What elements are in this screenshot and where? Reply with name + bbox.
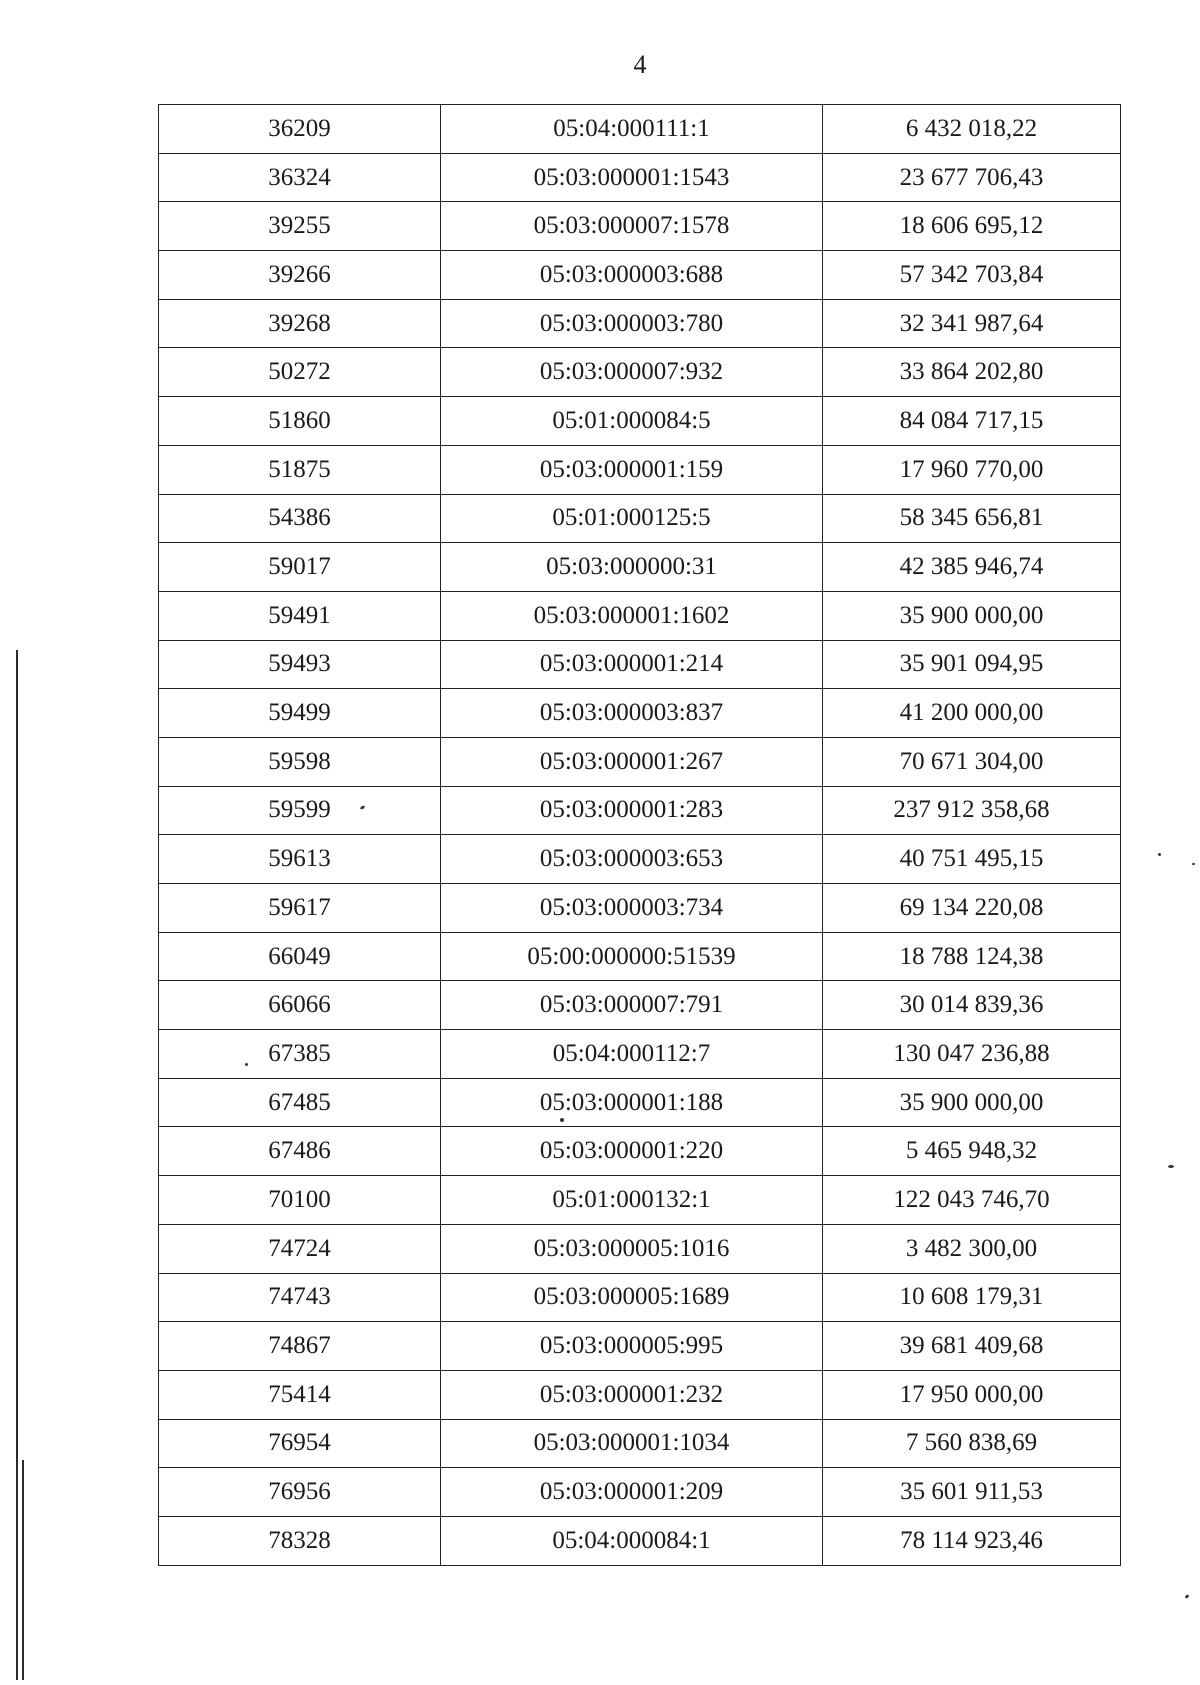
record-number-cell: 74724 [159, 1224, 441, 1273]
cadastral-value-cell: 41 200 000,00 [823, 689, 1121, 738]
record-number-cell: 78328 [159, 1516, 441, 1565]
table-body [159, 105, 1121, 1566]
table-row [159, 299, 1121, 348]
table-row [159, 494, 1121, 543]
table-row [159, 640, 1121, 689]
table-row [159, 884, 1121, 933]
cadastral-number-cell: 05:03:000005:1689 [441, 1273, 823, 1322]
cadastral-value-cell: 18 788 124,38 [823, 932, 1121, 981]
record-number-cell: 59598 [159, 737, 441, 786]
record-number-cell: 59491 [159, 591, 441, 640]
cadastral-number-cell: 05:03:000001:220 [441, 1127, 823, 1176]
cadastral-number-cell: 05:01:000084:5 [441, 397, 823, 446]
table-row [159, 1176, 1121, 1225]
register-table [158, 104, 1121, 1566]
cadastral-value-cell: 17 950 000,00 [823, 1370, 1121, 1419]
cadastral-number-cell: 05:03:000003:734 [441, 884, 823, 933]
table-row [159, 1322, 1121, 1371]
cadastral-value-cell: 35 900 000,00 [823, 591, 1121, 640]
record-number-cell: 39268 [159, 299, 441, 348]
record-number-cell: 59017 [159, 543, 441, 592]
table-row [159, 1419, 1121, 1468]
record-number-cell: 39266 [159, 251, 441, 300]
cadastral-value-cell: 35 901 094,95 [823, 640, 1121, 689]
table-row [159, 348, 1121, 397]
table-row [159, 153, 1121, 202]
cadastral-value-cell: 10 608 179,31 [823, 1273, 1121, 1322]
table-row [159, 445, 1121, 494]
table-row [159, 1273, 1121, 1322]
binding-edge-line [16, 650, 18, 1680]
cadastral-number-cell: 05:03:000007:791 [441, 981, 823, 1030]
record-number-cell: 36324 [159, 153, 441, 202]
cadastral-number-cell: 05:04:000112:7 [441, 1030, 823, 1079]
cadastral-number-cell: 05:01:000132:1 [441, 1176, 823, 1225]
cadastral-number-cell: 05:03:000001:214 [441, 640, 823, 689]
record-number-cell: 67385 [159, 1030, 441, 1079]
table-row [159, 202, 1121, 251]
scan-speck [1168, 1165, 1174, 1168]
scan-speck [1158, 853, 1161, 856]
table-row [159, 251, 1121, 300]
cadastral-value-cell: 39 681 409,68 [823, 1322, 1121, 1371]
scan-speck [560, 1118, 564, 1122]
cadastral-number-cell: 05:01:000125:5 [441, 494, 823, 543]
record-number-cell: 74867 [159, 1322, 441, 1371]
record-number-cell: 67486 [159, 1127, 441, 1176]
table-row [159, 981, 1121, 1030]
table-row [159, 1127, 1121, 1176]
cadastral-number-cell: 05:04:000084:1 [441, 1516, 823, 1565]
table-row [159, 543, 1121, 592]
table-row [159, 105, 1121, 154]
table-row [159, 1224, 1121, 1273]
cadastral-value-cell: 237 912 358,68 [823, 786, 1121, 835]
record-number-cell: 74743 [159, 1273, 441, 1322]
cadastral-value-cell: 6 432 018,22 [823, 105, 1121, 154]
cadastral-value-cell: 78 114 923,46 [823, 1516, 1121, 1565]
cadastral-number-cell: 05:03:000003:653 [441, 835, 823, 884]
cadastral-value-cell: 70 671 304,00 [823, 737, 1121, 786]
table-row [159, 1030, 1121, 1079]
cadastral-number-cell: 05:03:000007:1578 [441, 202, 823, 251]
table-row [159, 1468, 1121, 1517]
table-row [159, 737, 1121, 786]
cadastral-value-cell: 7 560 838,69 [823, 1419, 1121, 1468]
cadastral-value-cell: 84 084 717,15 [823, 397, 1121, 446]
record-number-cell: 75414 [159, 1370, 441, 1419]
record-number-cell: 51860 [159, 397, 441, 446]
cadastral-value-cell: 18 606 695,12 [823, 202, 1121, 251]
record-number-cell: 59613 [159, 835, 441, 884]
record-number-cell: 36209 [159, 105, 441, 154]
cadastral-number-cell: 05:03:000001:159 [441, 445, 823, 494]
table-row [159, 835, 1121, 884]
table-row [159, 932, 1121, 981]
cadastral-number-cell: 05:00:000000:51539 [441, 932, 823, 981]
cadastral-number-cell: 05:03:000003:780 [441, 299, 823, 348]
scan-speck [245, 1063, 248, 1066]
record-number-cell: 67485 [159, 1078, 441, 1127]
cadastral-value-cell: 32 341 987,64 [823, 299, 1121, 348]
table-row [159, 1516, 1121, 1565]
cadastral-number-cell: 05:03:000001:1543 [441, 153, 823, 202]
scan-speck [1185, 1594, 1190, 1599]
cadastral-number-cell: 05:03:000003:688 [441, 251, 823, 300]
record-number-cell: 76954 [159, 1419, 441, 1468]
page-number: 4 [633, 50, 647, 79]
cadastral-number-cell: 05:03:000007:932 [441, 348, 823, 397]
binding-edge-line [22, 1460, 24, 1680]
record-number-cell: 59617 [159, 884, 441, 933]
record-number-cell: 59499 [159, 689, 441, 738]
cadastral-value-cell: 23 677 706,43 [823, 153, 1121, 202]
cadastral-number-cell: 05:03:000001:209 [441, 1468, 823, 1517]
cadastral-value-cell: 3 482 300,00 [823, 1224, 1121, 1273]
cadastral-value-cell: 69 134 220,08 [823, 884, 1121, 933]
cadastral-number-cell: 05:03:000003:837 [441, 689, 823, 738]
cadastral-number-cell: 05:03:000001:1602 [441, 591, 823, 640]
record-number-cell: 59493 [159, 640, 441, 689]
cadastral-number-cell: 05:03:000000:31 [441, 543, 823, 592]
record-number-cell: 66049 [159, 932, 441, 981]
record-number-cell: 76956 [159, 1468, 441, 1517]
cadastral-value-cell: 33 864 202,80 [823, 348, 1121, 397]
record-number-cell: 59599 [159, 786, 441, 835]
cadastral-value-cell: 17 960 770,00 [823, 445, 1121, 494]
cadastral-value-cell: 35 601 911,53 [823, 1468, 1121, 1517]
cadastral-number-cell: 05:03:000005:1016 [441, 1224, 823, 1273]
table-row [159, 1078, 1121, 1127]
cadastral-number-cell: 05:03:000001:267 [441, 737, 823, 786]
cadastral-number-cell: 05:03:000005:995 [441, 1322, 823, 1371]
cadastral-number-cell: 05:03:000001:188 [441, 1078, 823, 1127]
cadastral-number-cell: 05:03:000001:232 [441, 1370, 823, 1419]
record-number-cell: 50272 [159, 348, 441, 397]
cadastral-value-cell: 57 342 703,84 [823, 251, 1121, 300]
cadastral-value-cell: 58 345 656,81 [823, 494, 1121, 543]
table-row [159, 591, 1121, 640]
table-row [159, 689, 1121, 738]
cadastral-number-cell: 05:03:000001:1034 [441, 1419, 823, 1468]
scan-speck [1192, 863, 1195, 865]
table-row [159, 786, 1121, 835]
record-number-cell: 70100 [159, 1176, 441, 1225]
cadastral-value-cell: 30 014 839,36 [823, 981, 1121, 1030]
record-number-cell: 51875 [159, 445, 441, 494]
record-number-cell: 54386 [159, 494, 441, 543]
cadastral-number-cell: 05:03:000001:283 [441, 786, 823, 835]
cadastral-value-cell: 42 385 946,74 [823, 543, 1121, 592]
cadastral-value-cell: 122 043 746,70 [823, 1176, 1121, 1225]
cadastral-value-cell: 130 047 236,88 [823, 1030, 1121, 1079]
table-row [159, 397, 1121, 446]
table-row [159, 1370, 1121, 1419]
cadastral-number-cell: 05:04:000111:1 [441, 105, 823, 154]
record-number-cell: 66066 [159, 981, 441, 1030]
cadastral-value-cell: 5 465 948,32 [823, 1127, 1121, 1176]
record-number-cell: 39255 [159, 202, 441, 251]
cadastral-value-cell: 35 900 000,00 [823, 1078, 1121, 1127]
cadastral-value-cell: 40 751 495,15 [823, 835, 1121, 884]
